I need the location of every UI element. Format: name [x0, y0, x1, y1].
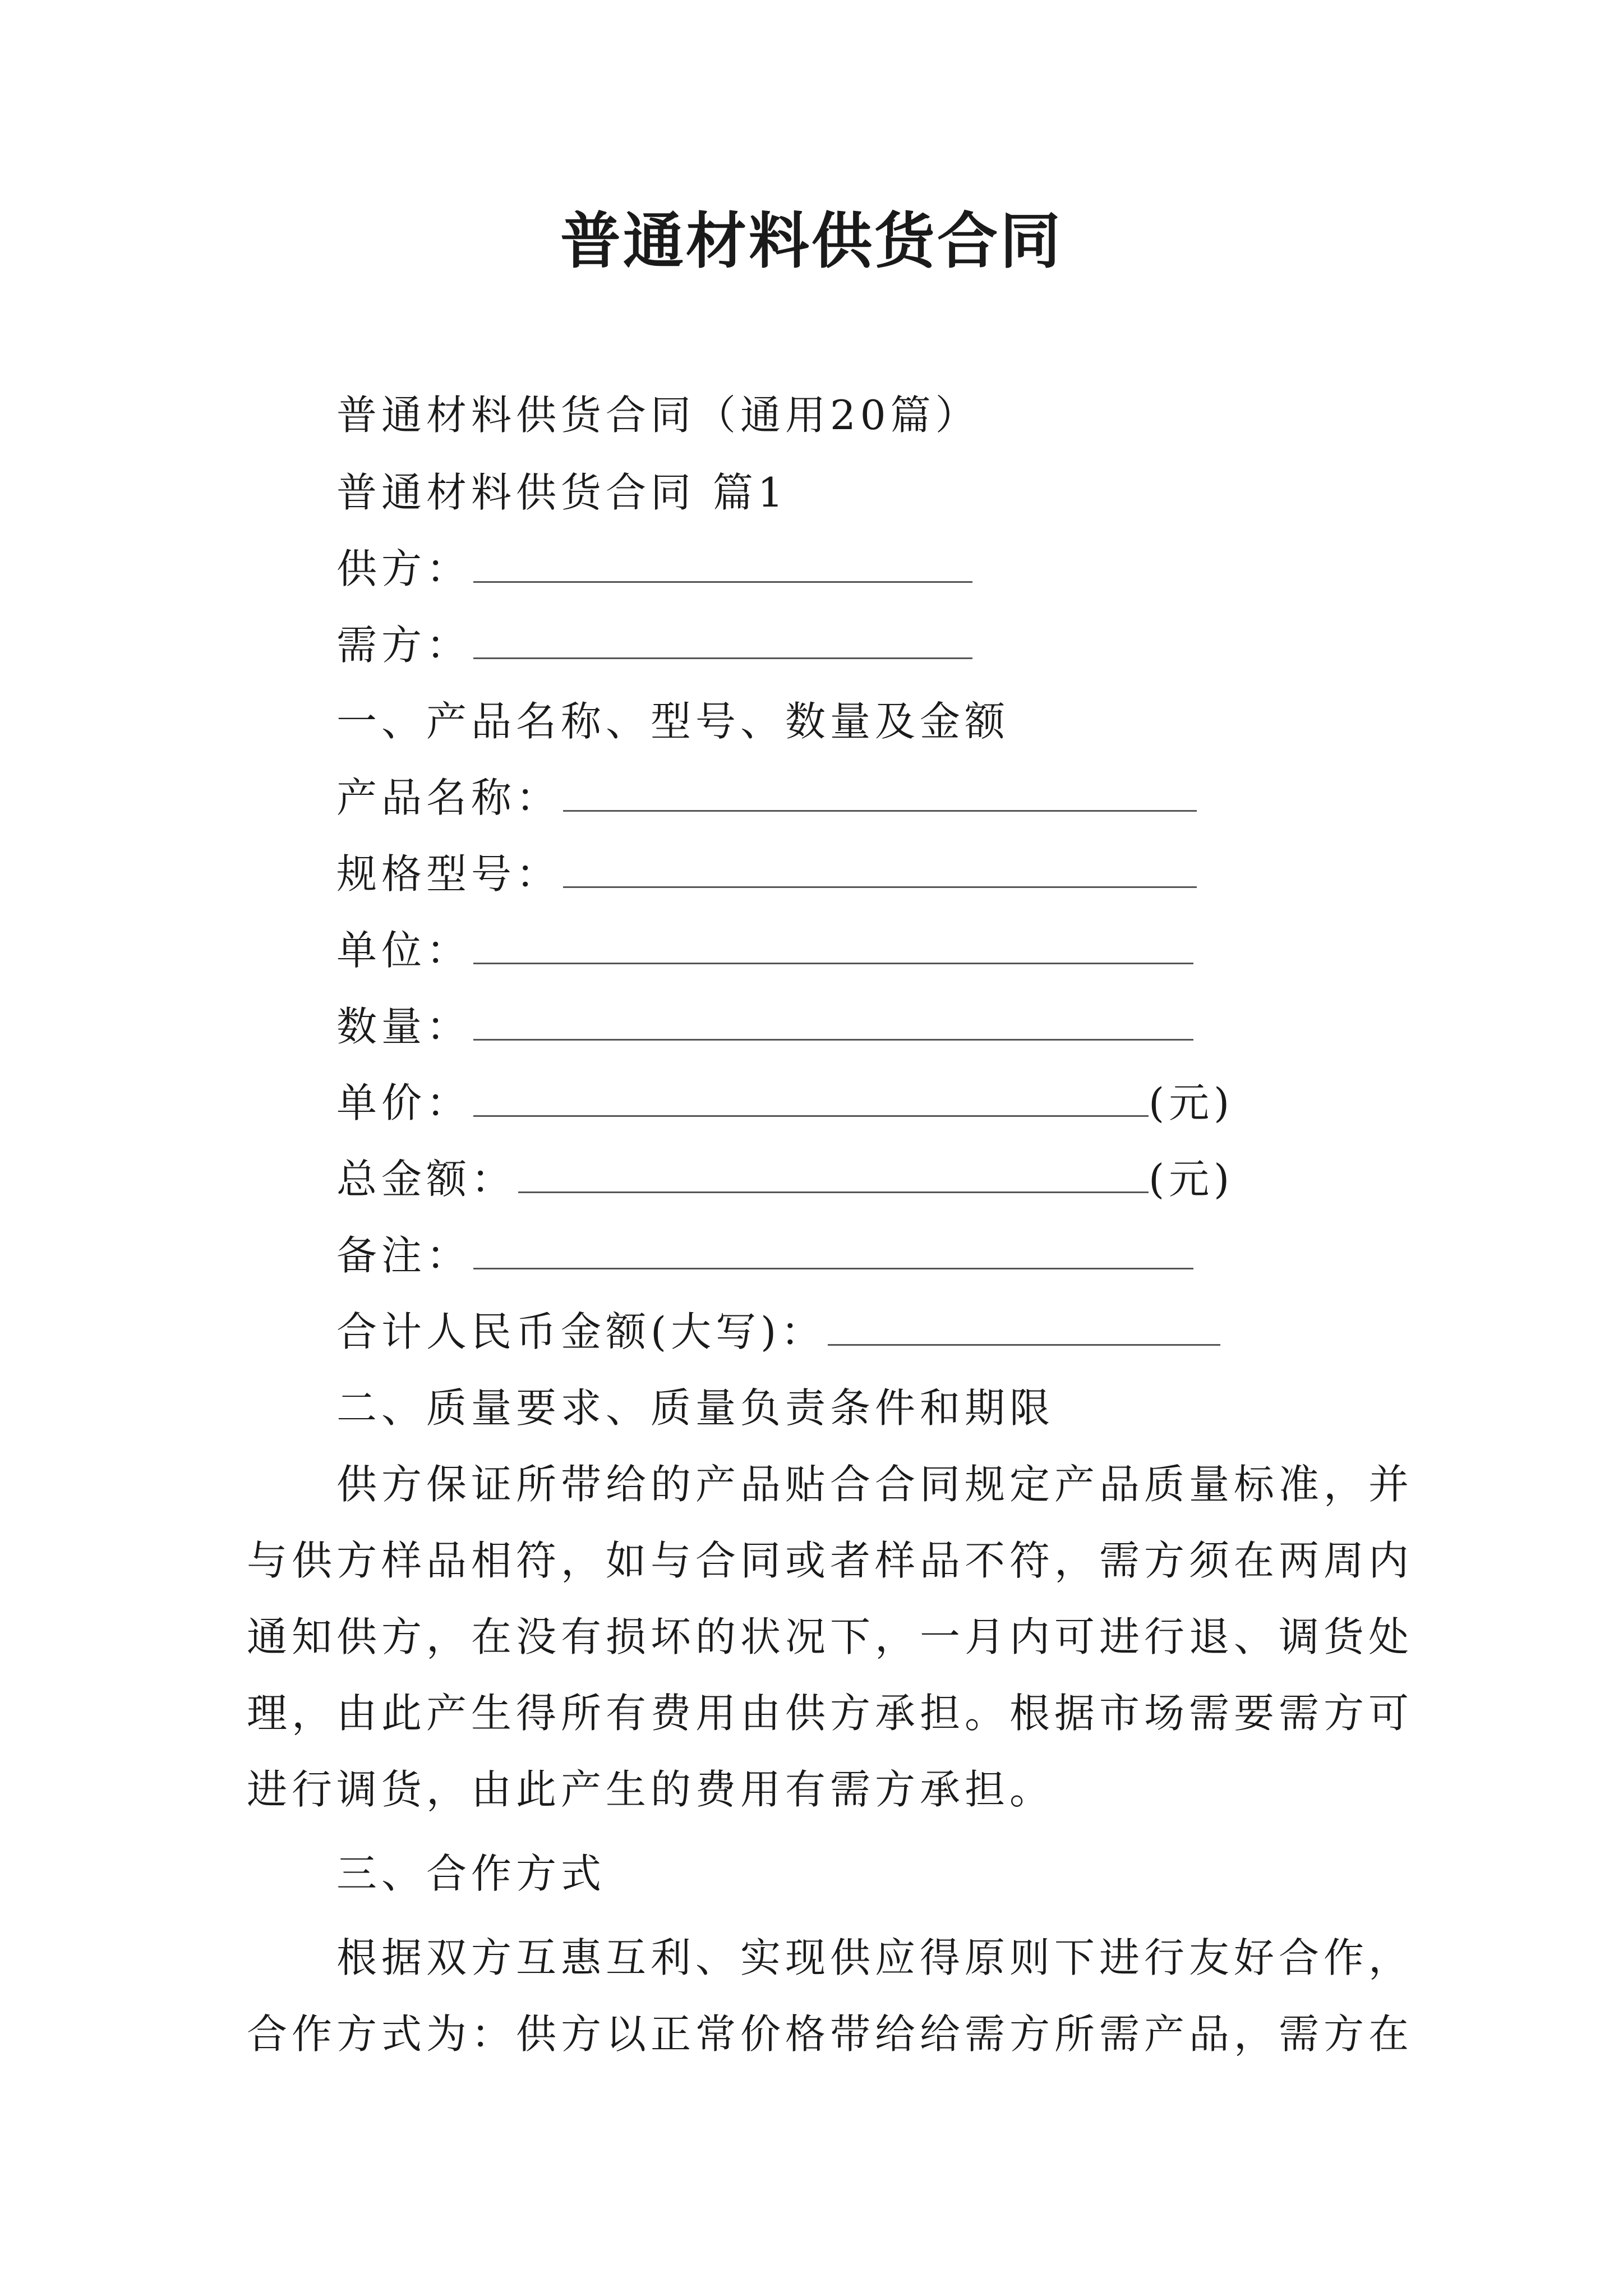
unit-price-label: 单价：: [336, 1079, 472, 1126]
paragraph-line: 进行调货，由此产生的费用有需方承担。: [247, 1766, 1055, 1813]
section-title: 普通材料供货合同 篇1: [336, 469, 788, 516]
heading-products: 一、产品名称、型号、数量及金额: [336, 698, 1010, 745]
document-subtitle: 普通材料供货合同（通用20篇）: [336, 392, 980, 439]
buyer-blank[interactable]: [473, 624, 972, 659]
total-field: [336, 1151, 1234, 1207]
unit-price-suffix: (元): [1149, 1079, 1234, 1126]
paragraph-line: 通知供方，在没有损坏的状况下，一月内可进行退、调货处: [247, 1613, 1414, 1660]
document-title: 普通材料供货合同: [560, 206, 1063, 277]
paragraph-line: 根据双方互惠互利、实现供应得原则下进行友好合作，: [336, 1934, 1414, 1981]
total-label: 总金额：: [336, 1156, 517, 1203]
remark-label: 备注：: [336, 1232, 472, 1279]
spec-label: 规格型号：: [336, 850, 561, 898]
paragraph-line: 理，由此产生得所有费用由供方承担。根据市场需要需方可: [247, 1690, 1414, 1737]
product-name-label: 产品名称：: [336, 774, 561, 821]
rmb-total-field: [336, 1304, 1220, 1360]
heading-quality: 二、质量要求、质量负责条件和期限: [336, 1384, 1055, 1432]
product-name-field: [336, 770, 1197, 826]
paragraph-line: 供方保证所带给的产品贴合合同规定产品质量标准，并: [336, 1461, 1414, 1508]
unit-field: [336, 922, 1193, 978]
spec-field: [336, 846, 1197, 902]
supplier-field: [336, 541, 972, 597]
supplier-blank[interactable]: [473, 547, 972, 583]
quantity-blank[interactable]: [473, 1005, 1193, 1041]
heading-cooperation: 三、合作方式: [336, 1850, 606, 1897]
paragraph-line: 与供方样品相符，如与合同或者样品不符，需方须在两周内: [247, 1537, 1414, 1584]
unit-price-field: [336, 1075, 1234, 1131]
rmb-total-blank[interactable]: [828, 1310, 1220, 1346]
buyer-field: [336, 617, 972, 673]
remark-blank[interactable]: [473, 1234, 1193, 1269]
total-blank[interactable]: [518, 1158, 1149, 1193]
paragraph-line: 合作方式为：供方以正常价格带给给需方所需产品，需方在: [247, 2010, 1414, 2058]
quantity-label: 数量：: [336, 1003, 472, 1050]
quantity-field: [336, 999, 1193, 1055]
total-suffix: (元): [1149, 1156, 1234, 1203]
unit-label: 单位：: [336, 927, 472, 974]
product-name-blank[interactable]: [563, 776, 1197, 812]
supplier-label: 供方：: [336, 545, 472, 592]
rmb-total-label: 合计人民币金额(大写)：: [336, 1308, 826, 1355]
unit-price-blank[interactable]: [473, 1082, 1149, 1117]
buyer-label: 需方：: [336, 622, 472, 669]
unit-blank[interactable]: [473, 929, 1193, 964]
remark-field: [336, 1227, 1193, 1283]
spec-blank[interactable]: [563, 853, 1197, 888]
